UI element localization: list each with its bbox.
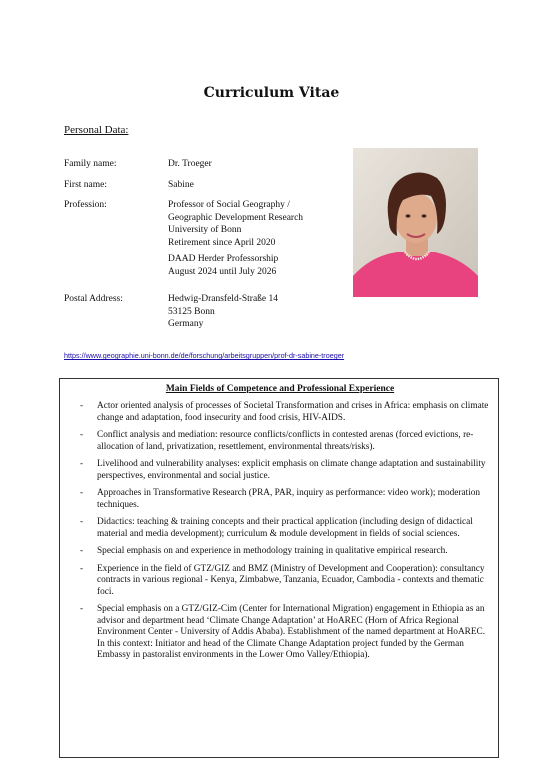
profession-value: Professor of Social Geography / Geographic Development Research University of Bonn Retirement since April 2020 [168, 200, 304, 248]
list-item [80, 430, 490, 453]
portrait-photo [353, 148, 478, 297]
personal-data-heading: Personal Data: [64, 124, 129, 136]
list-bullet: - [80, 546, 84, 556]
list-bullet: - [80, 430, 84, 440]
list-bullet: - [80, 604, 84, 614]
list-bullet: - [80, 488, 84, 498]
list-bullet: - [80, 459, 84, 469]
list-item [80, 564, 490, 599]
list-item-text: Didactics: teaching & training concepts and their practical application (including design of didactical material and media development); curriculum & module development in fields of social sciences. [97, 517, 473, 539]
competence-heading: Main Fields of Competence and Professional Experience [165, 384, 395, 394]
portrait-illustration [353, 148, 478, 297]
list-item [80, 488, 490, 511]
postal-address-label: Postal Address: [64, 294, 123, 304]
list-item [80, 459, 490, 482]
list-bullet: - [80, 517, 84, 527]
list-item-text: Special emphasis on and experience in methodology training in qualitative empirical research. [97, 546, 448, 556]
first-name-value: Sabine [168, 180, 194, 190]
list-item [80, 546, 490, 558]
list-item-text: Special emphasis on a GTZ/GIZ-Cim (Center for International Migration) engagement in Ethiopia as an advisor and department head ‘Climate Change Adaptation’ at HoAREC (Horn of Africa Regional Environment Center - University of Addis Ababa). Establishment of the named department at HoAREC. In this context: Initiator and head of the Climate Change Adaptation project funded by the German Embassy in pastoralist environments in the Lower Omo Valley/Ethiopia). [97, 604, 486, 660]
list-bullet: - [80, 401, 84, 411]
list-item-text: Actor oriented analysis of processes of Societal Transformation and crises in Africa: emphasis on climate change and adaptation, food insecurity and food crisis, HIV-AIDS. [97, 401, 489, 423]
family-name-label: Family name: [64, 159, 117, 169]
list-item [80, 604, 490, 662]
page-title: Curriculum Vitae [203, 85, 340, 101]
list-item-text: Experience in the field of GTZ/GIZ and BMZ (Ministry of Development and Cooperation): consultancy contracts in various regional - Kenya, Zimbabwe, Tanzania, Ecuador, Cambodia - contexts and thematic foci. [97, 563, 485, 597]
list-item-text: Conflict analysis and mediation: resource conflicts/conflicts in contested arenas (forced evictions, re-allocation of land, privatization, resettlement, environmental threats/risks). [97, 430, 474, 452]
first-name-label: First name: [64, 180, 108, 190]
postal-address-value: Hedwig-Dransfeld-Straße 14 53125 Bonn Germany [168, 294, 279, 329]
list-item [80, 401, 490, 424]
professorship-value: DAAD Herder Professorship August 2024 until July 2026 [168, 254, 279, 277]
list-bullet: - [80, 563, 84, 574]
list-item-text: Approaches in Transformative Research (PRA, PAR, inquiry as performance: video work); moderation techniques. [97, 488, 481, 510]
list-item-text: Livelihood and vulnerability analyses: explicit emphasis on climate change adaptation and sustainability perspectives, environmental and social justice. [97, 459, 486, 481]
profession-label: Profession: [64, 200, 107, 210]
competence-box [59, 378, 499, 758]
profile-link[interactable]: https://www.geographie.uni-bonn.de/de/forschung/arbeitsgruppen/prof-dr-sabine-troeger [64, 351, 345, 360]
competence-list [80, 401, 490, 668]
list-item [80, 517, 490, 540]
family-name-value: Dr. Troeger [168, 159, 212, 169]
